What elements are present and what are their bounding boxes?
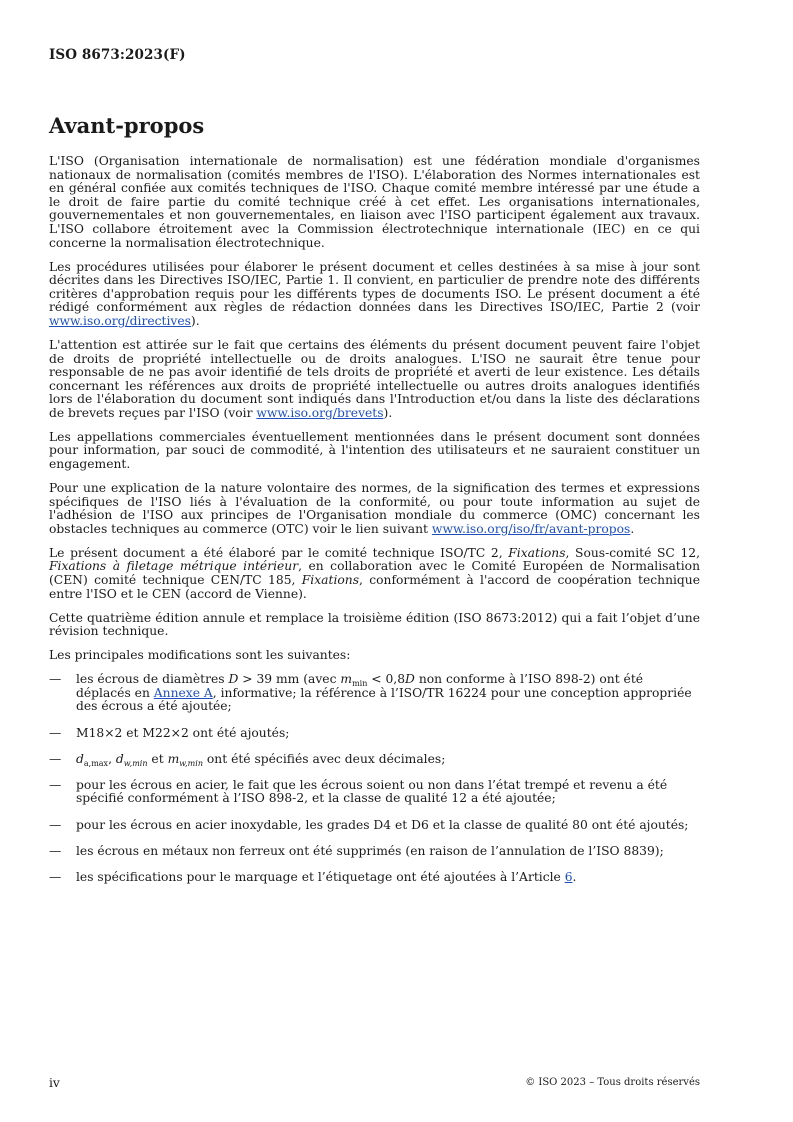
list-dash: —: [49, 777, 62, 792]
list-item: — $d_{a,max}$, $d_{w,min}$ et $m_{w,min}$ ont été spécifiés avec deux décimales;: [49, 751, 446, 768]
paragraph-trade-names: Les appellations commerciales éventuellement mentionnées dans le présent document sont données pour information, par souci de commodité, à l'intention des utilisateurs et ne sauraient constituer un engagement.: [49, 429, 700, 472]
page-number: iv: [49, 1076, 60, 1090]
link-avant-propos[interactable]: www.iso.org/iso/fr/avant-propos: [431, 521, 631, 536]
copyright-notice: © ISO 2023 – Tous droits réservés: [525, 1077, 700, 1088]
list-item: — pour les écrous en acier inoxydable, les grades D4 et D6 et la classe de qualité 80 ont été ajoutés;: [49, 817, 689, 832]
list-item: — M18×2 et M22×2 ont été ajoutés;: [49, 725, 290, 740]
paragraph-edition: Cette quatrième édition annule et remplace la troisième édition (ISO 8673:2012) qui a fait l’objet d’une révision technique.: [49, 610, 700, 639]
section-title: Avant-propos: [49, 113, 205, 138]
list-item: — les écrous en métaux non ferreux ont été supprimés (en raison de l’annulation de l’ISO 8839);: [49, 843, 664, 858]
paragraph-iso-intro: L'ISO (Organisation internationale de normalisation) est une fédération mondiale d'organismes nationaux de normalisation (comités membres de l'ISO). L'élaboration des Normes internationales est en général confiée aux comités techniques de l'ISO. Chaque comité membre intéressé par une étude a le droit de faire partie du comité technique créé à cet effet. Les organisations internationales, gouvernementales et non gouvernementales, en liaison avec l'ISO participent également aux travaux. L'ISO collabore étroitement avec la Commission électrotechnique internationale (IEC) en ce qui concerne la normalisation électrotechnique.: [49, 154, 700, 250]
list-dash: —: [49, 672, 62, 687]
list-item: — les écrous de diamètres D > 39 mm (avec $m_{min} < 0,8D$ non conforme à l’ISO 898-2) ont été déplacés en Annexe A, informative; la référence à l’ISO/TR 16224 pour une conception appropriée des écrous a été ajoutée;: [49, 672, 692, 714]
list-item: — les spécifications pour le marquage et l’étiquetage ont été ajoutées à l’Article 6.: [49, 870, 577, 885]
foreword-body: [49, 155, 700, 897]
link-brevets[interactable]: www.iso.org/brevets: [256, 405, 384, 420]
paragraph-patents: L'attention est attirée sur le fait que certains des éléments du présent document peuvent faire l'objet de droits de propriété intellectuelle ou de droits analogues. L'ISO ne saurait être tenue pour responsable de ne pas avoir identifié de tels droits de propriété et averti de leur existence. Les détails concernant les références aux droits de propriété intellectuelle ou autres droits analogues identifiés lors de l'élaboration du document sont indiqués dans l'Introduction et/ou dans la liste des déclarations de brevets reçues par l'ISO (voir www.iso.org/brevets).: [49, 337, 700, 420]
link-annexe-a[interactable]: Annexe A: [153, 685, 213, 700]
list-dash: —: [49, 817, 62, 832]
link-article-6[interactable]: 6: [564, 870, 573, 885]
paragraph-changes-intro: Les principales modifications sont les suivantes:: [49, 648, 351, 663]
paragraph-procedures: Les procédures utilisées pour élaborer le présent document et celles destinées à sa mise à jour sont décrites dans les Directives ISO/IEC, Partie 1. Il convient, en particulier de prendre note des différents critères d'approbation requis pour les différents types de documents ISO. Le présent document a été rédigé conformément aux règles de rédaction données dans les Directives ISO/IEC, Partie 2 (voir www.iso.org/directives).: [49, 259, 700, 328]
changes-list: [49, 673, 700, 885]
list-dash: —: [49, 843, 62, 858]
document-id: ISO 8673:2023(F): [49, 47, 186, 63]
list-dash: —: [49, 870, 62, 885]
link-directives[interactable]: www.iso.org/directives: [49, 313, 191, 328]
list-item: — pour les écrous en acier, le fait que les écrous soient ou non dans l’état trempé et revenu a été spécifié conformément à l’ISO 898-2, et la classe de qualité 12 a été ajoutée;: [49, 777, 668, 806]
paragraph-committee: Le présent document a été élaboré par le comité technique ISO/TC 2, Fixations, Sous-comité SC 12, Fixations à filetage métrique intérieur, en collaboration avec le Comité Européen de Normalisation (CEN) comité technique CEN/TC 185, Fixations, conformément à l'accord de coopération technique entre l'ISO et le CEN (accord de Vienne).: [49, 545, 700, 601]
paragraph-voluntary-nature: Pour une explication de la nature volontaire des normes, de la signification des termes et expressions spécifiques de l'ISO liés à l'évaluation de la conformité, ou pour toute information au sujet de l'adhésion de l'ISO aux principes de l'Organisation mondiale du commerce (OMC) concernant les obstacles techniques au commerce (OTC) voir le lien suivant www.iso.org/iso/fr/avant-propos.: [49, 481, 700, 536]
list-dash: —: [49, 751, 62, 766]
list-dash: —: [49, 725, 62, 740]
document-page: [49, 0, 700, 1122]
